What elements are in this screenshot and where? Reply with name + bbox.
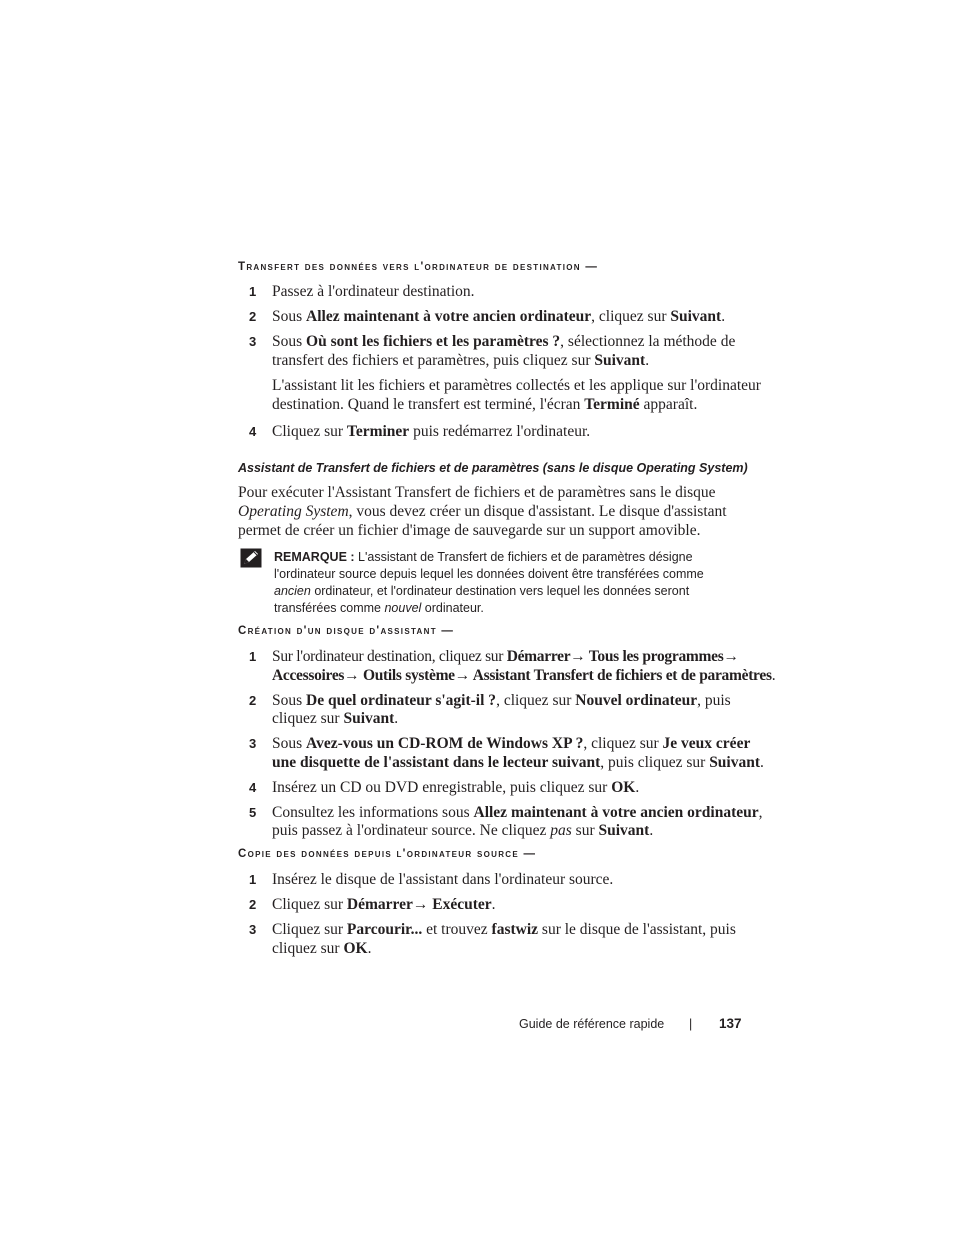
section-heading-creation: Création d'un disque d'assistant —: [238, 625, 455, 637]
note-pencil-icon: [240, 548, 262, 568]
step-number: 3: [249, 334, 257, 349]
page-number: 137: [719, 1016, 742, 1031]
step-number: 3: [249, 922, 257, 937]
step-number: 4: [249, 780, 257, 795]
step-number: 1: [249, 284, 257, 299]
section-heading-copie: Copie des données depuis l'ordinateur source —: [238, 848, 537, 860]
paragraph-line: permet de créer un fichier d'image de sauvegarde sur un support amovible.: [238, 522, 701, 539]
step-text: Insérez un CD ou DVD enregistrable, puis cliquez sur OK.: [272, 779, 640, 796]
note-text: l'ordinateur source depuis lequel les données doivent être transférées comme: [274, 567, 704, 581]
footer-title: Guide de référence rapide: [519, 1017, 665, 1031]
step-number: 4: [249, 424, 257, 439]
step-number: 1: [249, 872, 257, 887]
step-number: 5: [249, 805, 257, 820]
step-text: cliquez sur OK.: [272, 940, 372, 957]
step-number: 2: [249, 309, 257, 324]
paragraph-line: Operating System, vous devez créer un disque d'assistant. Le disque d'assistant: [238, 503, 727, 520]
step-text: Passez à l'ordinateur destination.: [272, 283, 475, 300]
section-heading-transfert: Transfert des données vers l'ordinateur de destination —: [238, 261, 599, 273]
step-text: Sous De quel ordinateur s'agit-il ?, cliquez sur Nouvel ordinateur, puis: [272, 692, 731, 709]
step-text: puis passez à l'ordinateur source. Ne cliquez pas sur Suivant.: [272, 822, 654, 839]
step-text: Sous Avez-vous un CD-ROM de Windows XP ?, cliquez sur Je veux créer: [272, 735, 751, 752]
step-number: 3: [249, 736, 257, 751]
step-text: transfert des fichiers et paramètres, puis cliquez sur Suivant.: [272, 352, 650, 369]
step-number: 1: [249, 649, 257, 664]
step-number: 2: [249, 897, 257, 912]
step-text: Sous Où sont les fichiers et les paramètres ?, sélectionnez la méthode de: [272, 333, 736, 350]
note-text: transférées comme nouvel ordinateur.: [274, 601, 484, 615]
step-text: Insérez le disque de l'assistant dans l'ordinateur source.: [272, 871, 614, 888]
step-text: cliquez sur Suivant.: [272, 710, 399, 727]
step-number: 2: [249, 693, 257, 708]
step-text: Cliquez sur Démarrer→ Exécuter.: [272, 896, 496, 913]
step-text: une disquette de l'assistant dans le lecteur suivant, puis cliquez sur Suivant.: [272, 754, 764, 771]
step-text: Cliquez sur Parcourir... et trouvez fastwiz sur le disque de l'assistant, puis: [272, 921, 736, 938]
step-text: Cliquez sur Terminer puis redémarrez l'ordinateur.: [272, 423, 591, 440]
step-detail: destination. Quand le transfert est terminé, l'écran Terminé apparaît.: [272, 396, 698, 413]
step-text: Consultez les informations sous Allez maintenant à votre ancien ordinateur,: [272, 804, 763, 821]
note-text: ancien ordinateur, et l'ordinateur destination vers lequel les données seront: [274, 584, 690, 598]
note-text: REMARQUE : L'assistant de Transfert de fichiers et de paramètres désigne: [274, 550, 693, 564]
paragraph-line: Pour exécuter l'Assistant Transfert de fichiers et de paramètres sans le disque: [238, 484, 716, 501]
step-detail: L'assistant lit les fichiers et paramètres collectés et les applique sur l'ordinateur: [272, 377, 761, 394]
step-text: Sous Allez maintenant à votre ancien ordinateur, cliquez sur Suivant.: [272, 308, 726, 325]
step-text: Accessoires→ Outils système→ Assistant Transfert de fichiers et de paramètres.: [272, 667, 776, 684]
footer-separator: |: [689, 1017, 693, 1031]
subsection-heading: Assistant de Transfert de fichiers et de paramètres (sans le disque Operating System): [238, 461, 748, 475]
step-text: Sur l'ordinateur destination, cliquez sur Démarrer→ Tous les programmes→: [272, 648, 739, 665]
